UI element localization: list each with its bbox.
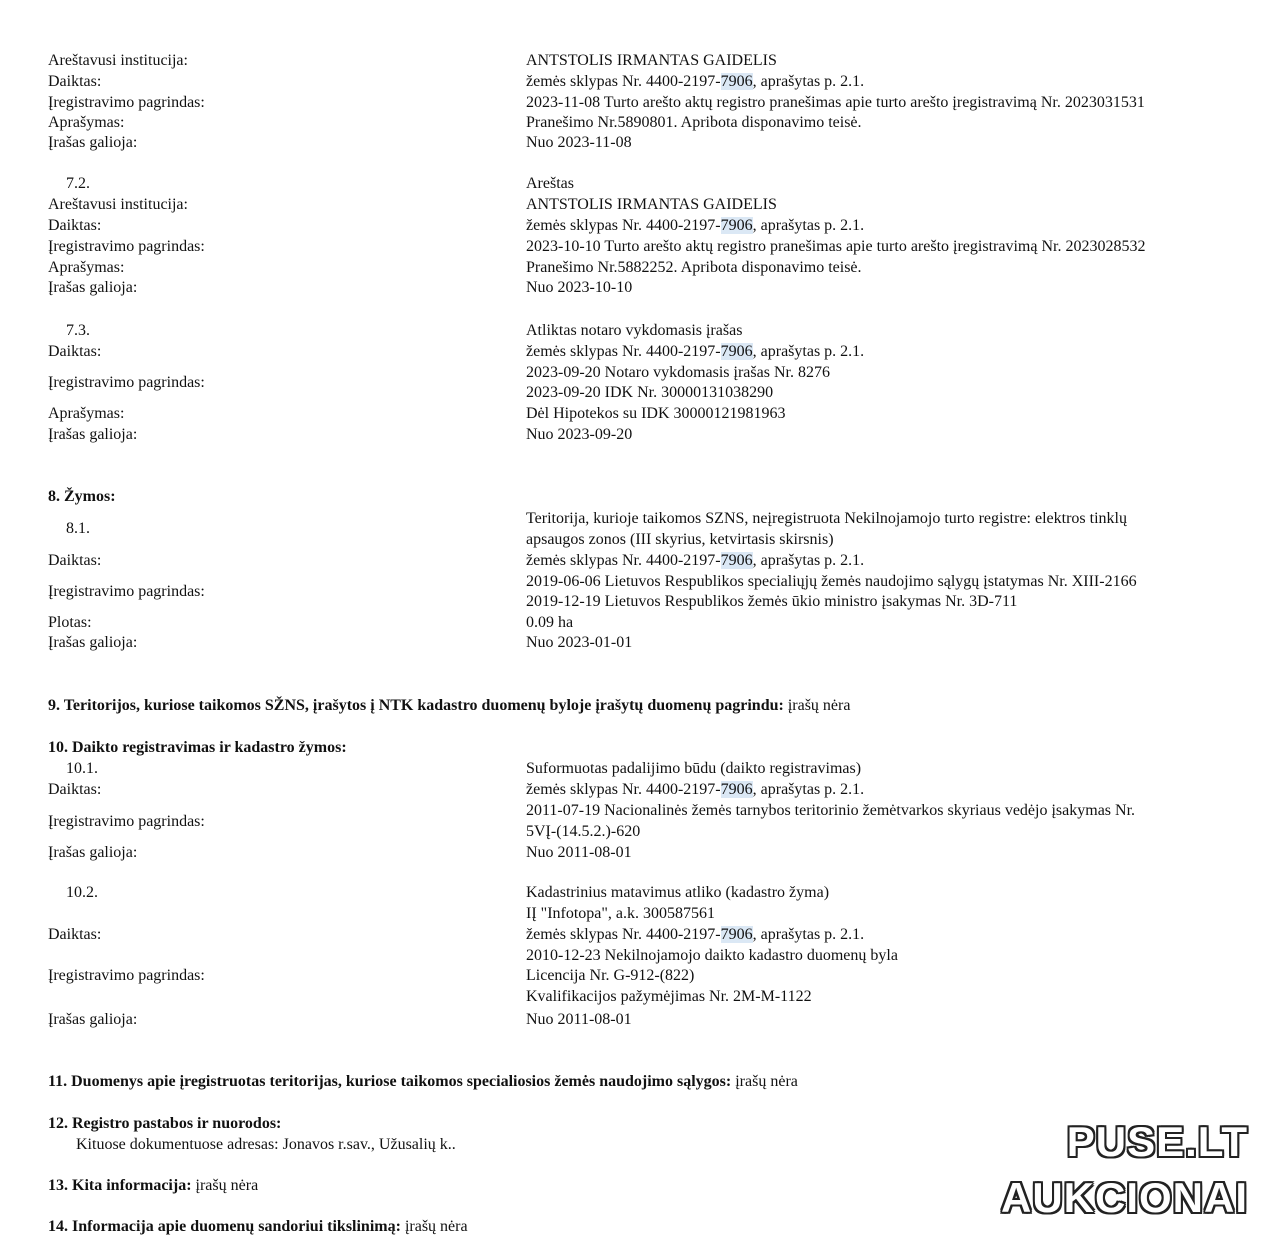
s7-2-valid-row xyxy=(48,277,1238,298)
field-value: 2019-12-19 Lietuvos Respublikos žemės ūkio ministro įsakymas Nr. 3D-711 xyxy=(526,593,1018,610)
field-value: ANTSTOLIS IRMANTAS GAIDELIS xyxy=(526,196,777,213)
field-label: Įrašas galioja: xyxy=(48,844,138,861)
s7-3-item-row xyxy=(48,341,1238,362)
field-value: 2010-12-23 Nekilnojamojo daikto kadastro duomenų byla xyxy=(526,947,898,964)
s7-3-desc-row xyxy=(48,403,1238,424)
section-12-line: Kituose dokumentuose adresas: Jonavos r.sav., Užusalių k.. xyxy=(76,1136,456,1153)
s7-1-basis-row xyxy=(48,92,1238,113)
s8-1-basis2-row xyxy=(48,591,1238,612)
entry-title: IĮ "Infotopa", a.k. 300587561 xyxy=(526,905,716,922)
field-label: Įregistravimo pagrindas: xyxy=(48,94,205,111)
s8-1-title2-row xyxy=(48,529,1238,550)
field-label: Plotas: xyxy=(48,614,92,631)
plot-id-highlight: 7906 xyxy=(720,552,753,569)
field-value: Nuo 2023-11-08 xyxy=(526,134,632,151)
plot-id-highlight: 7906 xyxy=(720,343,753,360)
watermark-line-1: PUSE.LT xyxy=(1066,1118,1248,1165)
field-label: Įrašas galioja: xyxy=(48,134,138,151)
plot-id-prefix: žemės sklypas Nr. 4400-2197- xyxy=(526,343,721,360)
field-label: Aprašymas: xyxy=(48,405,125,422)
field-value: 2023-09-20 IDK Nr. 30000131038290 xyxy=(526,384,774,401)
s7-3-valid-row xyxy=(48,424,1238,445)
s10-1-item-row xyxy=(48,779,1238,800)
plot-id-highlight: 7906 xyxy=(720,73,753,90)
s7-2-basis-row xyxy=(48,236,1238,257)
field-label: Daiktas: xyxy=(48,343,102,360)
plot-id-highlight: 7906 xyxy=(720,926,753,943)
s10-2-item-row xyxy=(48,924,1238,945)
plot-id-tail: , aprašytas p. 2.1. xyxy=(752,73,865,90)
field-label: Įrašas galioja: xyxy=(48,1011,138,1028)
s7-1-institution-row xyxy=(48,50,1238,71)
section-9-heading: 9. Teritorijos, kuriose taikomos SŽNS, įrašytos į NTK kadastro duomenų byloje įrašytų duomenų pagrindu: įrašų nėra xyxy=(48,697,851,714)
field-value: Nuo 2011-08-01 xyxy=(526,1011,632,1028)
plot-id-value xyxy=(526,550,864,571)
field-label: Daiktas: xyxy=(48,926,102,943)
field-label: Daiktas: xyxy=(48,552,102,569)
plot-id-value xyxy=(526,779,864,800)
plot-id-value xyxy=(526,71,864,92)
field-value: 2023-10-10 Turto arešto aktų registro pranešimas apie turto arešto įregistravimą Nr. 2023028532 xyxy=(526,238,1146,255)
plot-id-tail: , aprašytas p. 2.1. xyxy=(752,217,865,234)
plot-id-highlight: 7906 xyxy=(720,781,753,798)
plot-id-tail: , aprašytas p. 2.1. xyxy=(752,343,865,360)
field-label: Įregistravimo pagrindas: xyxy=(48,813,205,830)
s10-2-title1-row xyxy=(48,882,1238,903)
field-label: Įregistravimo pagrindas: xyxy=(48,967,205,984)
s10-1-valid-row xyxy=(48,842,1238,863)
s7-2-desc-row xyxy=(48,257,1238,278)
section-14-heading: 14. Informacija apie duomenų sandoriui tikslinimą: įrašų nėra xyxy=(48,1218,468,1235)
entry-title: Kadastrinius matavimus atliko (kadastro žyma) xyxy=(526,884,830,901)
field-value: Nuo 2023-10-10 xyxy=(526,279,633,296)
field-value: ANTSTOLIS IRMANTAS GAIDELIS xyxy=(526,52,777,69)
field-value: Pranešimo Nr.5890801. Apribota disponavimo teisė. xyxy=(526,114,862,131)
plot-id-value xyxy=(526,924,864,945)
field-label: Daiktas: xyxy=(48,73,102,90)
s8-1-area-row xyxy=(48,612,1238,633)
plot-id-tail: , aprašytas p. 2.1. xyxy=(752,926,865,943)
entry-number: 10.1. xyxy=(66,760,98,777)
entry-number: 8.1. xyxy=(66,520,90,537)
section-13-heading: 13. Kita informacija: įrašų nėra xyxy=(48,1177,259,1194)
field-value: 2023-11-08 Turto arešto aktų registro pranešimas apie turto arešto įregistravimą Nr. 2023031531 xyxy=(526,94,1145,111)
field-value: 2023-09-20 Notaro vykdomasis įrašas Nr. 8276 xyxy=(526,364,830,381)
plot-id-prefix: žemės sklypas Nr. 4400-2197- xyxy=(526,73,721,90)
plot-id-tail: , aprašytas p. 2.1. xyxy=(752,552,865,569)
field-label: Daiktas: xyxy=(48,217,102,234)
section-value: įrašų nėra xyxy=(400,1218,468,1235)
section-12-heading: 12. Registro pastabos ir nuorodos: xyxy=(48,1115,282,1132)
s7-1-item-row xyxy=(48,71,1238,92)
entry-title: Atliktas notaro vykdomasis įrašas xyxy=(526,322,743,339)
entry-number: 7.3. xyxy=(66,322,90,339)
plot-id-prefix: žemės sklypas Nr. 4400-2197- xyxy=(526,926,721,943)
plot-id-value xyxy=(526,215,864,236)
s10-2-basis1-row xyxy=(48,945,1238,966)
s10-2-basis3-row xyxy=(48,986,1238,1007)
field-value: 2011-07-19 Nacionalinės žemės tarnybos teritorinio žemėtvarkos skyriaus vedėjo įsakymas Nr. xyxy=(526,802,1136,819)
field-value: Nuo 2023-01-01 xyxy=(526,634,633,651)
field-value: 0.09 ha xyxy=(526,614,574,631)
s8-1-item-row xyxy=(48,550,1238,571)
plot-id-prefix: žemės sklypas Nr. 4400-2197- xyxy=(526,217,721,234)
field-value: 2019-06-06 Lietuvos Respublikos specialiųjų žemės naudojimo sąlygų įstatymas Nr. XIII-2166 xyxy=(526,573,1137,590)
s7-2-institution-row xyxy=(48,194,1238,215)
entry-title: Areštas xyxy=(526,175,574,192)
field-label: Įrašas galioja: xyxy=(48,279,138,296)
section-value: įrašų nėra xyxy=(731,1073,798,1090)
section-10-heading: 10. Daikto registravimas ir kadastro žymos: xyxy=(48,739,347,756)
entry-title: Suformuotas padalijimo būdu (daikto registravimas) xyxy=(526,760,862,777)
field-label: Įregistravimo pagrindas: xyxy=(48,374,205,391)
s10-2-title2-row xyxy=(48,903,1238,924)
field-label: Įrašas galioja: xyxy=(48,426,138,443)
field-value: Licencija Nr. G-912-(822) xyxy=(526,967,695,984)
field-value: 5VĮ-(14.5.2.)-620 xyxy=(526,823,641,840)
entry-title: Teritorija, kurioje taikomos SZNS, neįregistruota Nekilnojamojo turto registre: elektros tinklų xyxy=(526,510,1127,527)
plot-id-prefix: žemės sklypas Nr. 4400-2197- xyxy=(526,552,721,569)
field-value: Nuo 2011-08-01 xyxy=(526,844,632,861)
s10-1-title-row xyxy=(48,758,1238,779)
field-value: Nuo 2023-09-20 xyxy=(526,426,633,443)
plot-id-highlight: 7906 xyxy=(720,217,753,234)
s7-1-desc-row xyxy=(48,112,1238,133)
field-label: Aprašymas: xyxy=(48,259,125,276)
section-8-heading: 8. Žymos: xyxy=(48,488,116,505)
s7-2-title-row xyxy=(48,173,1238,194)
section-11-heading: 11. Duomenys apie įregistruotas teritorijas, kuriose taikomos specialiosios žemės naudojimo sąlygos: įrašų nėra xyxy=(48,1073,798,1090)
s7-1-valid-row xyxy=(48,132,1238,153)
field-label: Įregistravimo pagrindas: xyxy=(48,583,205,600)
s10-2-valid-row xyxy=(48,1009,1238,1030)
field-value: Dėl Hipotekos su IDK 30000121981963 xyxy=(526,405,786,422)
field-label: Aprašymas: xyxy=(48,114,125,131)
entry-number: 7.2. xyxy=(66,175,90,192)
s10-2-basis2-row xyxy=(48,965,1238,986)
s7-3-basis2-row xyxy=(48,382,1238,403)
field-label: Areštavusi institucija: xyxy=(48,196,188,213)
field-label: Areštavusi institucija: xyxy=(48,52,188,69)
section-value: įrašų nėra xyxy=(191,1177,259,1194)
watermark-line-2: AUKCIONAI xyxy=(1001,1174,1248,1221)
s8-1-valid-row xyxy=(48,632,1238,653)
s7-3-title-row xyxy=(48,320,1238,341)
entry-number: 10.2. xyxy=(66,884,98,901)
field-label: Daiktas: xyxy=(48,781,102,798)
field-label: Įrašas galioja: xyxy=(48,634,138,651)
plot-id-value xyxy=(526,341,864,362)
plot-id-prefix: žemės sklypas Nr. 4400-2197- xyxy=(526,781,721,798)
plot-id-tail: , aprašytas p. 2.1. xyxy=(752,781,865,798)
entry-title: apsaugos zonos (III skyrius, ketvirtasis skirsnis) xyxy=(526,531,834,548)
field-label: Įregistravimo pagrindas: xyxy=(48,238,205,255)
s10-1-basis2-row xyxy=(48,821,1238,842)
field-value: Pranešimo Nr.5882252. Apribota disponavimo teisė. xyxy=(526,259,862,276)
section-value: įrašų nėra xyxy=(783,697,851,714)
s7-2-item-row xyxy=(48,215,1238,236)
field-value: Kvalifikacijos pažymėjimas Nr. 2M-M-1122 xyxy=(526,988,812,1005)
